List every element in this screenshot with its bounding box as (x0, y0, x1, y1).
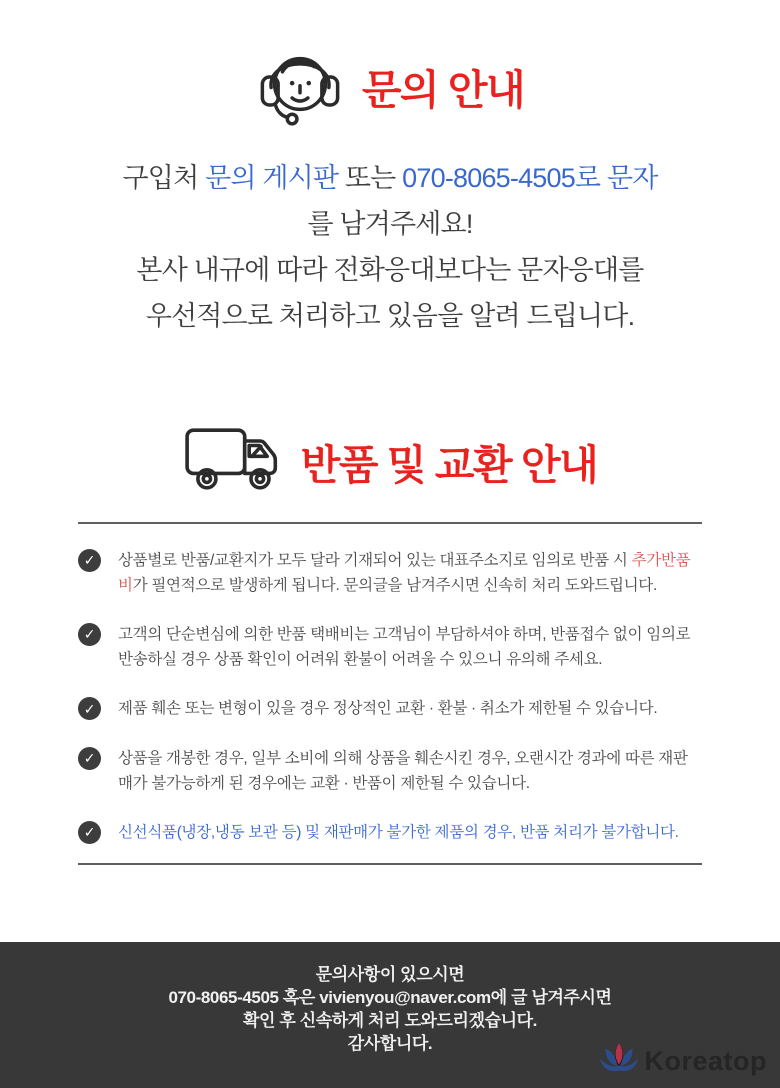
returns-header (0, 423, 780, 500)
intro-line-3: 본사 내규에 따라 전화응대보다는 문자응대를 (136, 255, 644, 285)
intro-line-1: 구입처 문의 게시판 또는 070-8065-4505로 문자 (122, 163, 658, 193)
policy-text: 상품별로 반품/교환지가 모두 달라 기재되어 있는 대표주소지로 임의로 반품 시 추가반품비가 필연적으로 발생하게 됩니다. 문의글을 남겨주시면 신속히 처리 도와드립니다. (118, 552, 691, 595)
inquiry-intro (0, 155, 780, 339)
footer-line-1: 문의사항이 있으시면 (315, 965, 465, 984)
intro-line-2: 를 남겨주세요! (307, 209, 473, 239)
headset-operator-icon (256, 42, 344, 131)
policy-text: 제품 훼손 또는 변형이 있을 경우 정상적인 교환 · 환불 · 취소가 제한될 수 있습니다. (118, 700, 658, 718)
footer-line-3: 확인 후 신속하게 처리 도와드리겠습니다. (243, 1011, 537, 1030)
intro-line-4: 우선적으로 처리하고 있음을 알려 드립니다. (145, 301, 635, 331)
returns-title: 반품 및 교환 안내 (300, 442, 598, 488)
footer-line-2: 070-8065-4505 혹은 vivienyou@naver.com에 글 남겨주시면 (168, 988, 612, 1007)
phone-number-text: 070-8065-4505로 문자 (402, 163, 658, 193)
inquiry-header (0, 0, 780, 131)
divider-top (78, 522, 702, 524)
check-circle-icon: ✓ (78, 549, 101, 572)
check-circle-icon: ✓ (78, 821, 101, 844)
policy-text: 신선식품(냉장,냉동 보관 등) 및 재판매가 불가한 제품의 경우, 반품 처리가 불가합니다. (118, 823, 679, 841)
check-circle-icon: ✓ (78, 697, 101, 720)
returns-policy-list (78, 548, 702, 847)
contact-footer (0, 942, 780, 1088)
extra-fee-highlight: 추가반품비 (118, 552, 691, 595)
policy-text: 상품을 개봉한 경우, 일부 소비에 의해 상품을 훼손시킨 경우, 오랜시간 경과에 따른 재판매가 불가능하게 된 경우에는 교환 · 반품이 제한될 수 있습니다. (118, 749, 688, 792)
check-circle-icon: ✓ (78, 747, 101, 770)
footer-line-4: 감사합니다. (347, 1034, 433, 1053)
divider-bottom (78, 863, 702, 865)
logo-wordmark: Koreatop (644, 1046, 767, 1076)
policy-text: 고객의 단순변심에 의한 반품 택배비는 고객님이 부담하셔야 하며, 반품접수 없이 임의로 반송하실 경우 상품 확인이 어려워 환불이 어려울 수 있으니 유의해 주세요. (118, 626, 691, 669)
policy-item-opened (78, 746, 702, 796)
policy-item-damage (78, 696, 702, 721)
board-link-text: 문의 게시판 (205, 163, 339, 193)
delivery-truck-icon (183, 423, 283, 500)
check-circle-icon: ✓ (78, 623, 101, 646)
inquiry-title: 문의 안내 (361, 67, 525, 113)
policy-item-shipping-cost (78, 622, 702, 672)
policy-item-fresh-food (78, 820, 702, 845)
lotus-flower-icon (599, 1042, 639, 1081)
koreatop-logo (599, 1042, 767, 1081)
policy-item-extra-fee (78, 548, 702, 598)
